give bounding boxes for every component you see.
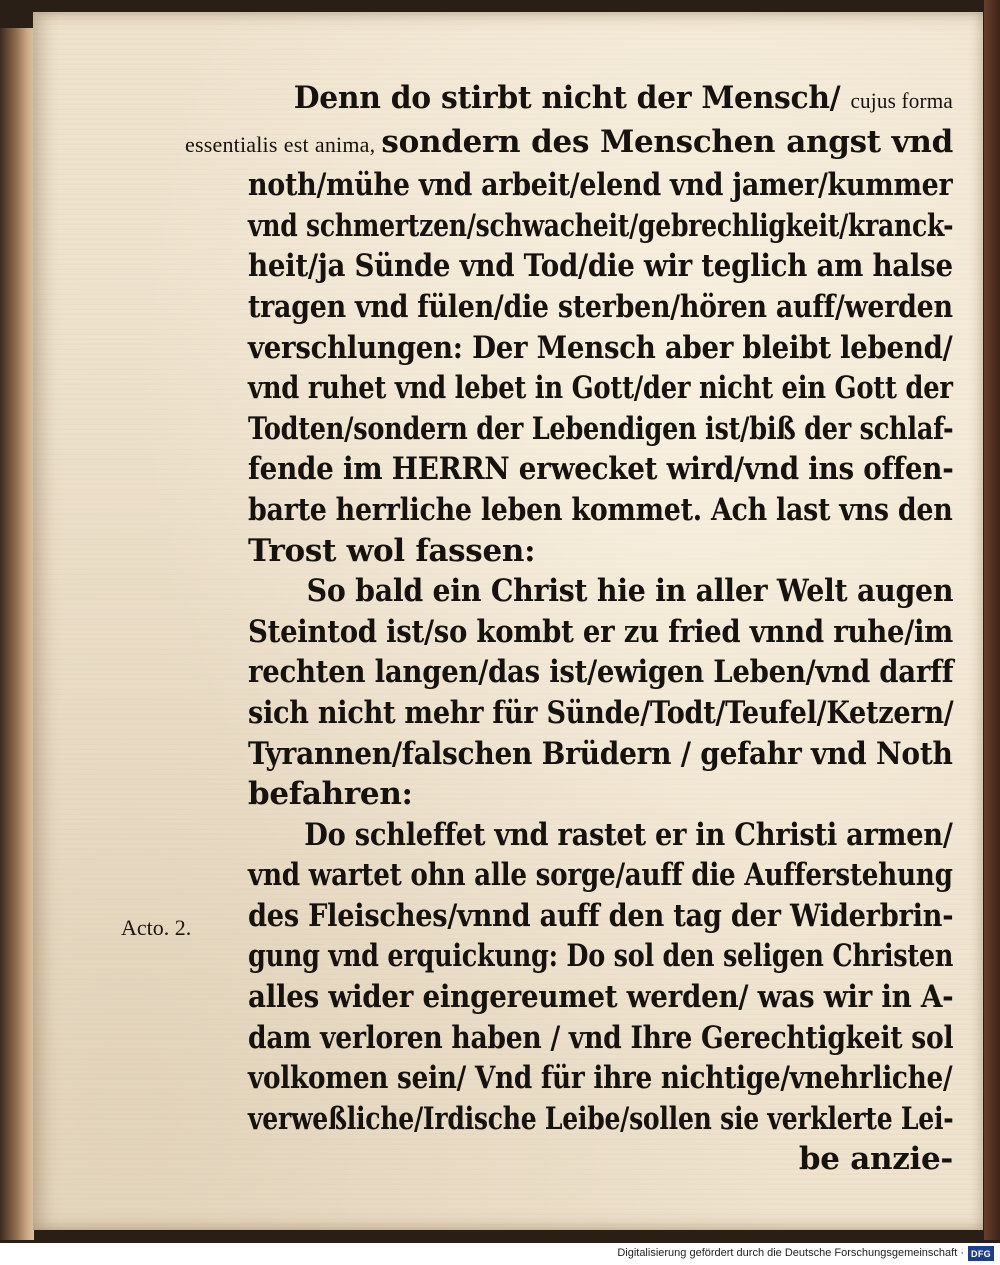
document-page xyxy=(33,12,983,1230)
text-line: sich nicht mehr für Sünde/Todt/Teufel/Ketzern/ xyxy=(248,694,954,731)
marginal-note: Acto. 2. xyxy=(121,915,192,940)
text-line: verschlungen: Der Mensch aber bleibt lebend/ xyxy=(248,329,953,366)
book-edge-left xyxy=(0,28,34,1240)
text-line-catchword: be anzie- xyxy=(798,1141,953,1178)
text-line: gung vnd erquickung: Do sol den seligen Christen xyxy=(248,938,954,975)
text-line: rechten langen/das ist/ewigen Leben/vnd darff xyxy=(248,654,954,691)
text-line: vnd ruhet vnd lebet in Gott/der nicht ein Gott der xyxy=(248,370,953,407)
text-line: noth/mühe vnd arbeit/elend vnd jamer/kummer xyxy=(248,167,953,204)
text-line: volkomen sein/ Vnd für ihre nichtige/vnehrliche/ xyxy=(248,1060,953,1097)
text-line: des Fleisches/vnnd auff den tag der Widerbrin- xyxy=(248,897,954,934)
footer-bar xyxy=(0,1243,1000,1265)
latin-text: cujus forma xyxy=(850,88,953,113)
text-line: alles wider eingereumet werden/ was wir in A- xyxy=(248,979,954,1016)
text-block xyxy=(185,78,954,1180)
book-edge-right xyxy=(984,0,1000,1240)
latin-text: essentialis est anima, xyxy=(185,131,382,157)
fraktur-text: Denn do stirbt nicht der Mensch/ xyxy=(293,80,851,116)
text-line: verweßliche/Irdische Leibe/sollen sie verklerte Lei- xyxy=(248,1100,954,1137)
text-line: heit/ja Sünde vnd Tod/die wir teglich am halse xyxy=(248,248,953,285)
text-line: Trost wol fassen: xyxy=(248,532,536,569)
text-line: Do schleffet vnd rastet er in Christi armen/ xyxy=(304,816,953,853)
text-line: tragen vnd fülen/die sterben/hören auff/werden xyxy=(248,288,953,325)
dfg-logo-icon: DFG xyxy=(968,1246,994,1261)
text-line: vnd schmertzen/schwacheit/gebrechligkeit/kranck- xyxy=(248,207,954,244)
text-line xyxy=(213,78,953,122)
text-line: Steintod ist/so kombt er zu fried vnnd ruhe/im xyxy=(248,613,954,650)
fraktur-text: sondern des Menschen angst vnd xyxy=(381,123,953,160)
text-line: Todten/sondern der Lebendigen ist/biß der schlaf- xyxy=(248,410,954,447)
text-line: Tyrannen/falschen Brüdern / gefahr vnd Noth xyxy=(248,735,953,772)
text-line: So bald ein Christ hie in aller Welt augen xyxy=(306,573,954,610)
text-line: barte herrliche leben kommet. Ach last vns den xyxy=(248,491,953,528)
text-line: befahren: xyxy=(248,776,413,813)
text-line: dam verloren haben / vnd Ihre Gerechtigkeit sol xyxy=(248,1019,954,1056)
text-line: fende im HERRN erwecket wird/vnd ins offen- xyxy=(248,451,954,488)
text-line: vnd wartet ohn alle sorge/auff die Aufferstehung xyxy=(248,857,953,894)
funding-credit: Digitalisierung gefördert durch die Deutsche Forschungsgemeinschaft · xyxy=(617,1247,964,1259)
text-line xyxy=(185,122,953,166)
